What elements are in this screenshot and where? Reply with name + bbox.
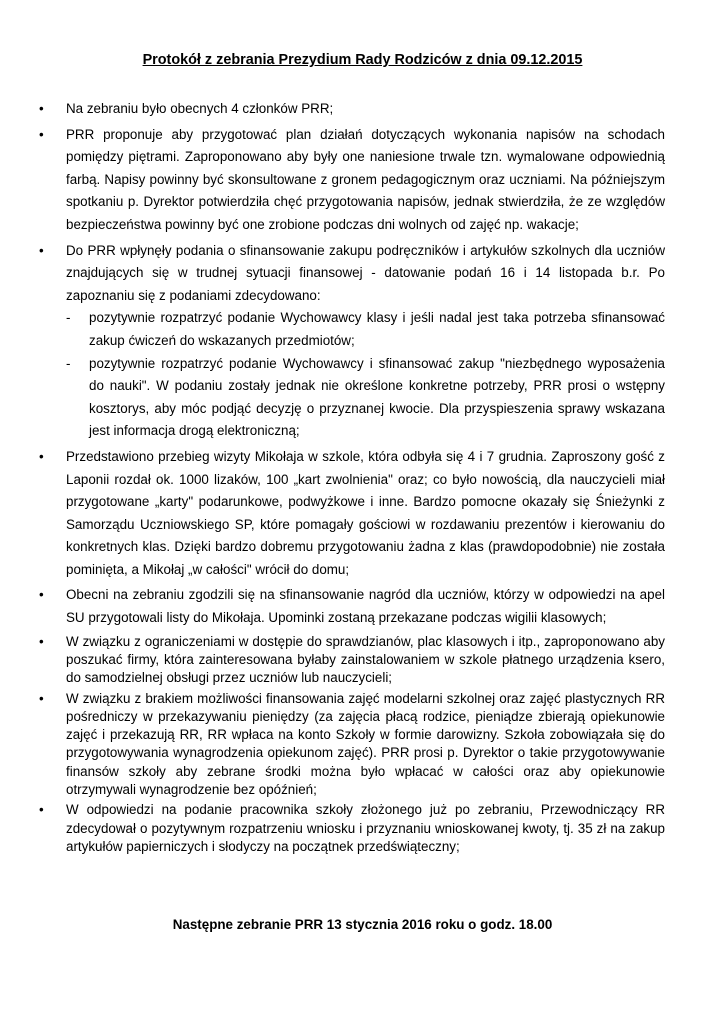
list-item (0, 633, 725, 688)
list-item (0, 98, 725, 121)
list-item (0, 690, 725, 800)
list-item-text: W odpowiedzi na podanie pracownika szkoły złożonego już po zebraniu, Przewodniczący RR zdecydował o pozytywnym rozpatrzeniu wniosku i przyznaniu wnioskowanej kwoty, tj. 35 zł na zakup artykułów papierniczych i słodyczy na początnek przedświąteczny; (66, 802, 665, 854)
list-item-text: Przedstawiono przebieg wizyty Mikołaja w szkole, która odbyła się 4 i 7 grudnia. Zaproszony gość z Laponii rozdał ok. 1000 lizaków, 100 „kart zwolnienia" oraz; co było nowością, dla nauczycieli miał przygotowane „karty" podarunkowe, podwyżkowe i inne. Bardzo pomocne okazały się Śnieżynki z Samorządu Uczniowskiego SP, które pomagały gościowi w rozdawaniu prezentów i kierowaniu do konkretnych klas. Dzięki bardzo dobremu przygotowaniu żadna z klas (prawdopodobnie) nie została pominięta, a Mikołaj „w całości" wrócił do domu; (66, 448, 665, 577)
list-item (0, 446, 725, 582)
list-item-text: Obecni na zebraniu zgodzili się na sfinansowanie nagród dla uczniów, którzy w odpowiedzi na apel SU przygotowali listy do Mikołaja. Upominki zostaną przekazane podczas wigilii klasowych; (66, 587, 665, 626)
sub-list-item-text: pozytywnie rozpatrzyć podanie Wychowawcy klasy i jeśli nadal jest taka potrzeba sfinansować zakup ćwiczeń do wskazanych przedmiotów; (89, 310, 665, 348)
bullet-icon: • (39, 587, 44, 603)
list-item-text: W związku z ograniczeniami w dostępie do sprawdzianów, plac klasowych i itp., zaproponowano aby poszukać firmy, która zainteresowana byłaby zainstalowaniem w szkole płatnego urządzenia ksero, do samodzielnej obsługi przez uczniów lub nauczycieli; (66, 633, 665, 686)
list-item-text: PRR proponuje aby przygotować plan działań dotyczących wykonania napisów na schodach pomiędzy piętrami. Zaproponowano aby były one naniesione trwale tzn. wymalowane odpowiednią farbą. Napisy powinny być skonsultowane z gronem pedagogicznym oraz uczniami. Na późniejszym spotkaniu p. Dyrektor potwierdziła chęć przygotowania napisów, jednak stwierdziła, że ze względów bezpieczeństwa powinny być one zrobione podczas dni wolnych od zajęć np. wakacje; (66, 126, 665, 232)
list-item (0, 584, 725, 629)
sub-list-item (66, 353, 665, 443)
sub-list-item (66, 307, 665, 352)
list-item (0, 124, 725, 237)
list-item-text: Na zebraniu było obecnych 4 członków PRR; (66, 101, 334, 116)
list-item (0, 240, 725, 443)
next-meeting-note: Następne zebranie PRR 13 stycznia 2016 roku o godz. 18.00 (172, 917, 553, 932)
bullet-icon: • (39, 126, 44, 142)
sub-list-item-text: pozytywnie rozpatrzyć podanie Wychowawcy i sfinansować zakup "niezbędnego wyposażenia do nauki". W podaniu zostały jednak nie określone konkretne potrzeby, PRR prosi o wstępny kosztorys, aby móc podjąć decyzję o przyznanej kwocie. Dla przyspieszenia sprawy wskazana jest informacja drogą elektroniczną; (89, 355, 665, 439)
bullet-icon: • (39, 101, 44, 116)
bullet-icon: • (39, 633, 44, 649)
dash-icon: - (66, 355, 71, 371)
bullet-icon: • (39, 242, 44, 258)
list-item-text: Do PRR wpłynęły podania o sfinansowanie zakupu podręczników i artykułów szkolnych dla uczniów znajdujących się w trudnej sytuacji finansowej - datowanie podań 16 i 14 listopada b.r. Po zapoznaniu się z podaniami zdecydowano: (66, 242, 665, 303)
dash-icon: - (66, 310, 71, 326)
page-title: Protokół z zebrania Prezydium Rady Rodziców z dnia 09.12.2015 (142, 52, 583, 68)
minutes-list (0, 98, 725, 858)
list-item-text: W związku z brakiem możliwości finansowania zajęć modelarni szkolnej oraz zajęć plastycznych RR pośredniczy w przekazywaniu pieniędzy (za zajęcia płacą rodzice, pieniądze zbierają opiekunowie zajęć i przekazują RR, RR wpłaca na konto Szkoły w formie darowizny. Szkoła zobowiązała się do przygotowywania wynagrodzenia opiekunom zajęć). PRR prosi p. Dyrektor o takie przygotowywanie finansów szkoły aby zebrane środki można było wpłacać w całości oraz aby opiekunowie otrzymywali wynagrodzenie bez opóźnień; (66, 690, 665, 798)
bullet-icon: • (39, 802, 44, 818)
list-item (0, 801, 725, 856)
bullet-icon: • (39, 690, 44, 706)
bullet-icon: • (39, 448, 44, 464)
